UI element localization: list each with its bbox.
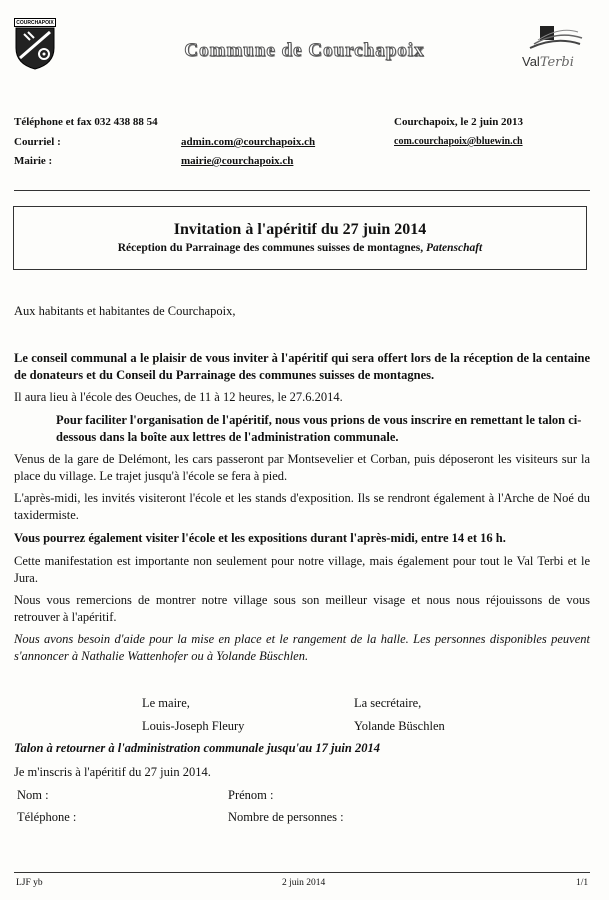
invitation-title: Invitation à l'apéritif du 27 juin 2014 bbox=[173, 221, 427, 238]
val-terbi-logo-icon bbox=[516, 22, 596, 54]
talon-nom-label: Nom : bbox=[17, 788, 49, 802]
paragraph-thanks: Nous vous remercions de montrer notre village sous son meilleur visage et nous nous réjouissons de vous retrouver à l'apéritif. bbox=[14, 593, 590, 624]
footer-date: 2 juin 2014 bbox=[282, 878, 326, 888]
invitation-subtitle-text: Réception du Parrainage des communes suisses de montagnes, bbox=[117, 242, 427, 254]
paragraph-help: Nous avons besoin d'aide pour la mise en place et le rangement de la halle. Les personnes disponibles peuvent s'annoncer à Nathalie Wattenhofer ou à Yolande Büschlen. bbox=[14, 632, 590, 663]
email-link[interactable]: admin.com@courchapoix.ch bbox=[181, 136, 316, 148]
footer-initials: LJF yb bbox=[16, 878, 43, 888]
invitation-box bbox=[13, 206, 587, 270]
invitation-subtitle bbox=[14, 242, 586, 254]
paragraph-importance: Cette manifestation est importante non seulement pour notre village, mais également pour tout le Val Terbi et le Jura. bbox=[14, 554, 590, 585]
talon-nombre-label: Nombre de personnes : bbox=[228, 810, 344, 824]
greeting: Aux habitants et habitantes de Courchapoix, bbox=[14, 304, 236, 318]
talon-line: Je m'inscris à l'apéritif du 27 juin 2014. bbox=[14, 765, 211, 779]
paragraph-register: Pour faciliter l'organisation de l'apéritif, nous vous prions de vous inscrire en remettant le talon ci-dessous dans la boîte aux lettres de l'administration communale. bbox=[56, 413, 582, 444]
val-terbi-logo bbox=[516, 22, 596, 72]
paragraph-transport: Venus de la gare de Delémont, les cars passeront par Montsevelier et Corban, puis déposeront les visiteurs sur la place du village. Le trajet jusqu'à l'école se fera à pied. bbox=[14, 452, 590, 483]
secretaire-name: Yolande Büschlen bbox=[354, 719, 445, 733]
talon-prenom-label: Prénom : bbox=[228, 788, 274, 802]
mairie-email-link[interactable]: mairie@courchapoix.ch bbox=[181, 155, 294, 167]
header-divider bbox=[14, 190, 590, 191]
maire-name: Louis-Joseph Fleury bbox=[142, 719, 245, 733]
mairie-label: Mairie : bbox=[14, 155, 53, 167]
logo-text-val: Val bbox=[522, 54, 540, 69]
logo-text bbox=[522, 54, 574, 70]
logo-text-terbi: Terbi bbox=[539, 55, 574, 70]
maire-role: Le maire, bbox=[142, 696, 190, 710]
alt-email-link[interactable]: com.courchapoix@bluewin.ch bbox=[394, 136, 523, 147]
paragraph-afternoon: L'après-midi, les invités visiteront l'école et les stands d'exposition. Ils se rendront également à l'Arche de Noé du taxidermiste. bbox=[14, 491, 590, 522]
place-date: Courchapoix, le 2 juin 2013 bbox=[394, 116, 524, 128]
invitation-subtitle-italic: Patenschaft bbox=[426, 242, 483, 254]
commune-title: Commune de Courchapoix bbox=[184, 40, 425, 61]
footer-page-number: 1/1 bbox=[576, 878, 589, 888]
secretaire-role: La secrétaire, bbox=[354, 696, 422, 710]
paragraph-visit: Vous pourrez également visiter l'école et les expositions durant l'après-midi, entre 14 et 16 h. bbox=[14, 531, 506, 545]
crest-label: COURCHAPOIX bbox=[14, 18, 56, 27]
email-label: Courriel : bbox=[14, 136, 61, 148]
talon-heading: Talon à retourner à l'administration communale jusqu'au 17 juin 2014 bbox=[14, 741, 380, 755]
paragraph-invite: Le conseil communal a le plaisir de vous inviter à l'apéritif qui sera offert lors de la réception de la centaine de donateurs et du Conseil du Parrainage des communes suisses de montagnes. bbox=[14, 351, 590, 382]
phone-fax: Téléphone et fax 032 438 88 54 bbox=[14, 116, 158, 128]
footer-divider bbox=[14, 872, 590, 873]
talon-telephone-label: Téléphone : bbox=[17, 810, 77, 824]
paragraph-location: Il aura lieu à l'école des Oeuches, de 11 à 12 heures, le 27.6.2014. bbox=[14, 390, 343, 404]
